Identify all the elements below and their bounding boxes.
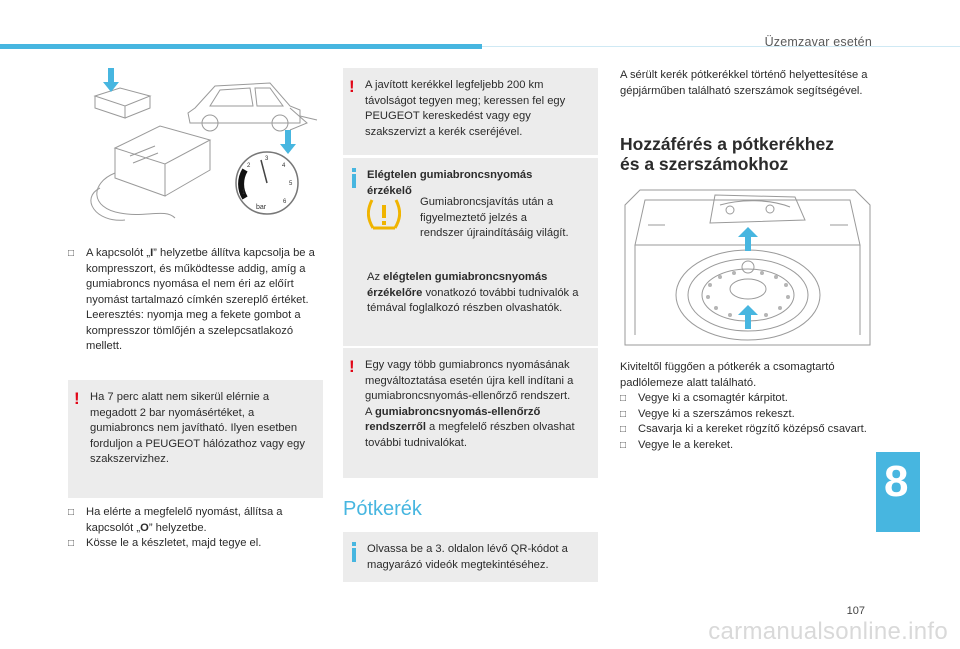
info-icon-caption: Gumiabroncsjavítás után a figyelmeztető jelzés a rendszer újraindításáig világít. xyxy=(420,196,569,239)
warning-box-compressor xyxy=(68,380,323,498)
header-accent-bar xyxy=(0,44,482,49)
step-text: Vegye ki a csomagtér kárpitot. xyxy=(638,392,788,404)
warning-text-2 xyxy=(365,405,588,452)
gauge-tick: 4 xyxy=(282,163,286,169)
info-icon xyxy=(351,542,357,560)
bullet-text: Kösse le a készletet, majd tegye el. xyxy=(86,537,262,549)
bullet-marker-icon: □ xyxy=(68,538,75,549)
info-box-qr xyxy=(343,532,598,582)
warning-text: A javított kerékkel legfeljebb 200 km távolságot tegyen meg; keressen fel egy PEUGEOT kereskedést vagy egy szakszervizt a kerék cseréjével. xyxy=(365,79,566,138)
step-text: Vegye le a kereket. xyxy=(638,438,734,451)
chapter-tab xyxy=(876,452,920,532)
info-text: vonatkozó további tudnivalók a témával foglalkozó részben olvashatók. xyxy=(367,286,579,314)
warning-text: a megfelelő részben olvashat további tudnivalókat. xyxy=(365,421,575,449)
spare-wheel-intro: A sérült kerék pótkerékkel történő helyettesítése a gépjárműben található szerszámok segítségével. xyxy=(620,69,868,97)
info-icon xyxy=(351,168,357,186)
access-heading xyxy=(620,134,834,174)
bullet-marker-icon: □ xyxy=(620,439,627,451)
bullet-text: ” helyzetbe állítva kapcsolja be a kompresszort, és működtesse addig, amíg a gumiabroncs nyomása el nem éri az előírt nyomást tartalmazó címkén szereplő értéket. Leeresztés: nyomja meg a fekete gombot a kompresszor tömlőjén a szelepcsatlakozó mellett. xyxy=(86,247,315,352)
switch-position-o: O xyxy=(140,521,149,534)
watermark: carmanualsonline.info xyxy=(708,618,948,645)
bullet-marker-icon: □ xyxy=(68,248,75,259)
step-text: Vegye ki a szerszámos rekeszt. xyxy=(638,407,795,420)
info-title: Elégtelen gumiabroncsnyomás érzékelő xyxy=(367,169,533,197)
info-text: Olvassa be a 3. oldalon lévő QR-kódot a magyarázó videók megtekintéséhez. xyxy=(367,543,568,571)
gauge-tick: 5 xyxy=(289,181,293,187)
gauge-tick: 6 xyxy=(283,199,287,205)
heading-line: és a szerszámokhoz xyxy=(620,154,789,174)
bullet-marker-icon: □ xyxy=(620,424,627,435)
warning-exclamation-icon: ! xyxy=(349,357,355,376)
page-number: 107 xyxy=(846,605,865,617)
warning-exclamation-icon: ! xyxy=(74,389,80,408)
spare-wheel-heading: Pótkerék xyxy=(343,498,422,520)
switch-position-i: I xyxy=(150,247,154,259)
bullet-text: Ha elérte a megfelelő nyomást, állítsa a kapcsolót „ xyxy=(86,506,283,534)
warning-text: Ha 7 perc alatt nem sikerül elérnie a megadott 2 bar nyomásértéket, a gumiabroncs nem javítható. Ilyen esetben forduljon a PEUGEOT hálózathoz vagy egy szakszervizhez. xyxy=(90,391,305,465)
chapter-number: 8 xyxy=(884,457,909,506)
bullet-marker-icon: □ xyxy=(620,408,627,420)
gauge-tick: 3 xyxy=(265,156,269,162)
gauge-tick: 1 xyxy=(242,190,246,196)
spare-wheel-steps xyxy=(620,360,870,453)
gauge-unit-label: bar xyxy=(256,204,267,211)
instruction-bullets-2 xyxy=(68,505,323,552)
info-box-pressure-sensor xyxy=(343,158,598,346)
bullet-marker-icon: □ xyxy=(620,393,627,404)
info-paragraph xyxy=(367,270,592,317)
header-divider xyxy=(482,46,960,47)
bullet-text: ” helyzetbe. xyxy=(148,521,207,534)
info-text: Az xyxy=(367,271,384,283)
warning-box-distance xyxy=(343,68,598,155)
bullet-marker-icon: □ xyxy=(68,507,75,518)
section-title: Üzemzavar esetén xyxy=(764,35,872,49)
tyre-pressure-warning-icon xyxy=(367,196,401,232)
compressor-illustration xyxy=(85,68,325,228)
bullet-text: A kapcsolót „ xyxy=(86,247,151,259)
gauge-tick: 2 xyxy=(247,163,251,169)
spare-wheel-location: Kiviteltől függően a pótkerék a csomagtartó padlólemeze alatt található. xyxy=(620,361,835,389)
instruction-bullet-1 xyxy=(68,246,323,355)
warning-text: Egy vagy több gumiabroncs nyomásának megváltoztatása esetén újra kell indítani a gumiabroncsnyomás-ellenőrző rendszert. xyxy=(365,359,574,402)
step-text: Csavarja ki a kereket rögzítő középső csavart. xyxy=(638,423,867,435)
warning-exclamation-icon: ! xyxy=(349,77,355,96)
heading-line: Hozzáférés a pótkerékhez xyxy=(620,134,834,154)
warning-text: A xyxy=(365,405,375,418)
spare-wheel-illustration xyxy=(620,185,875,350)
warning-box-reset xyxy=(343,348,598,478)
warning-text-bold: gumiabroncsnyomás-ellenőrző rendszerről xyxy=(365,405,541,433)
info-text-bold: elégtelen gumiabroncsnyomás érzékelőre xyxy=(367,271,548,299)
